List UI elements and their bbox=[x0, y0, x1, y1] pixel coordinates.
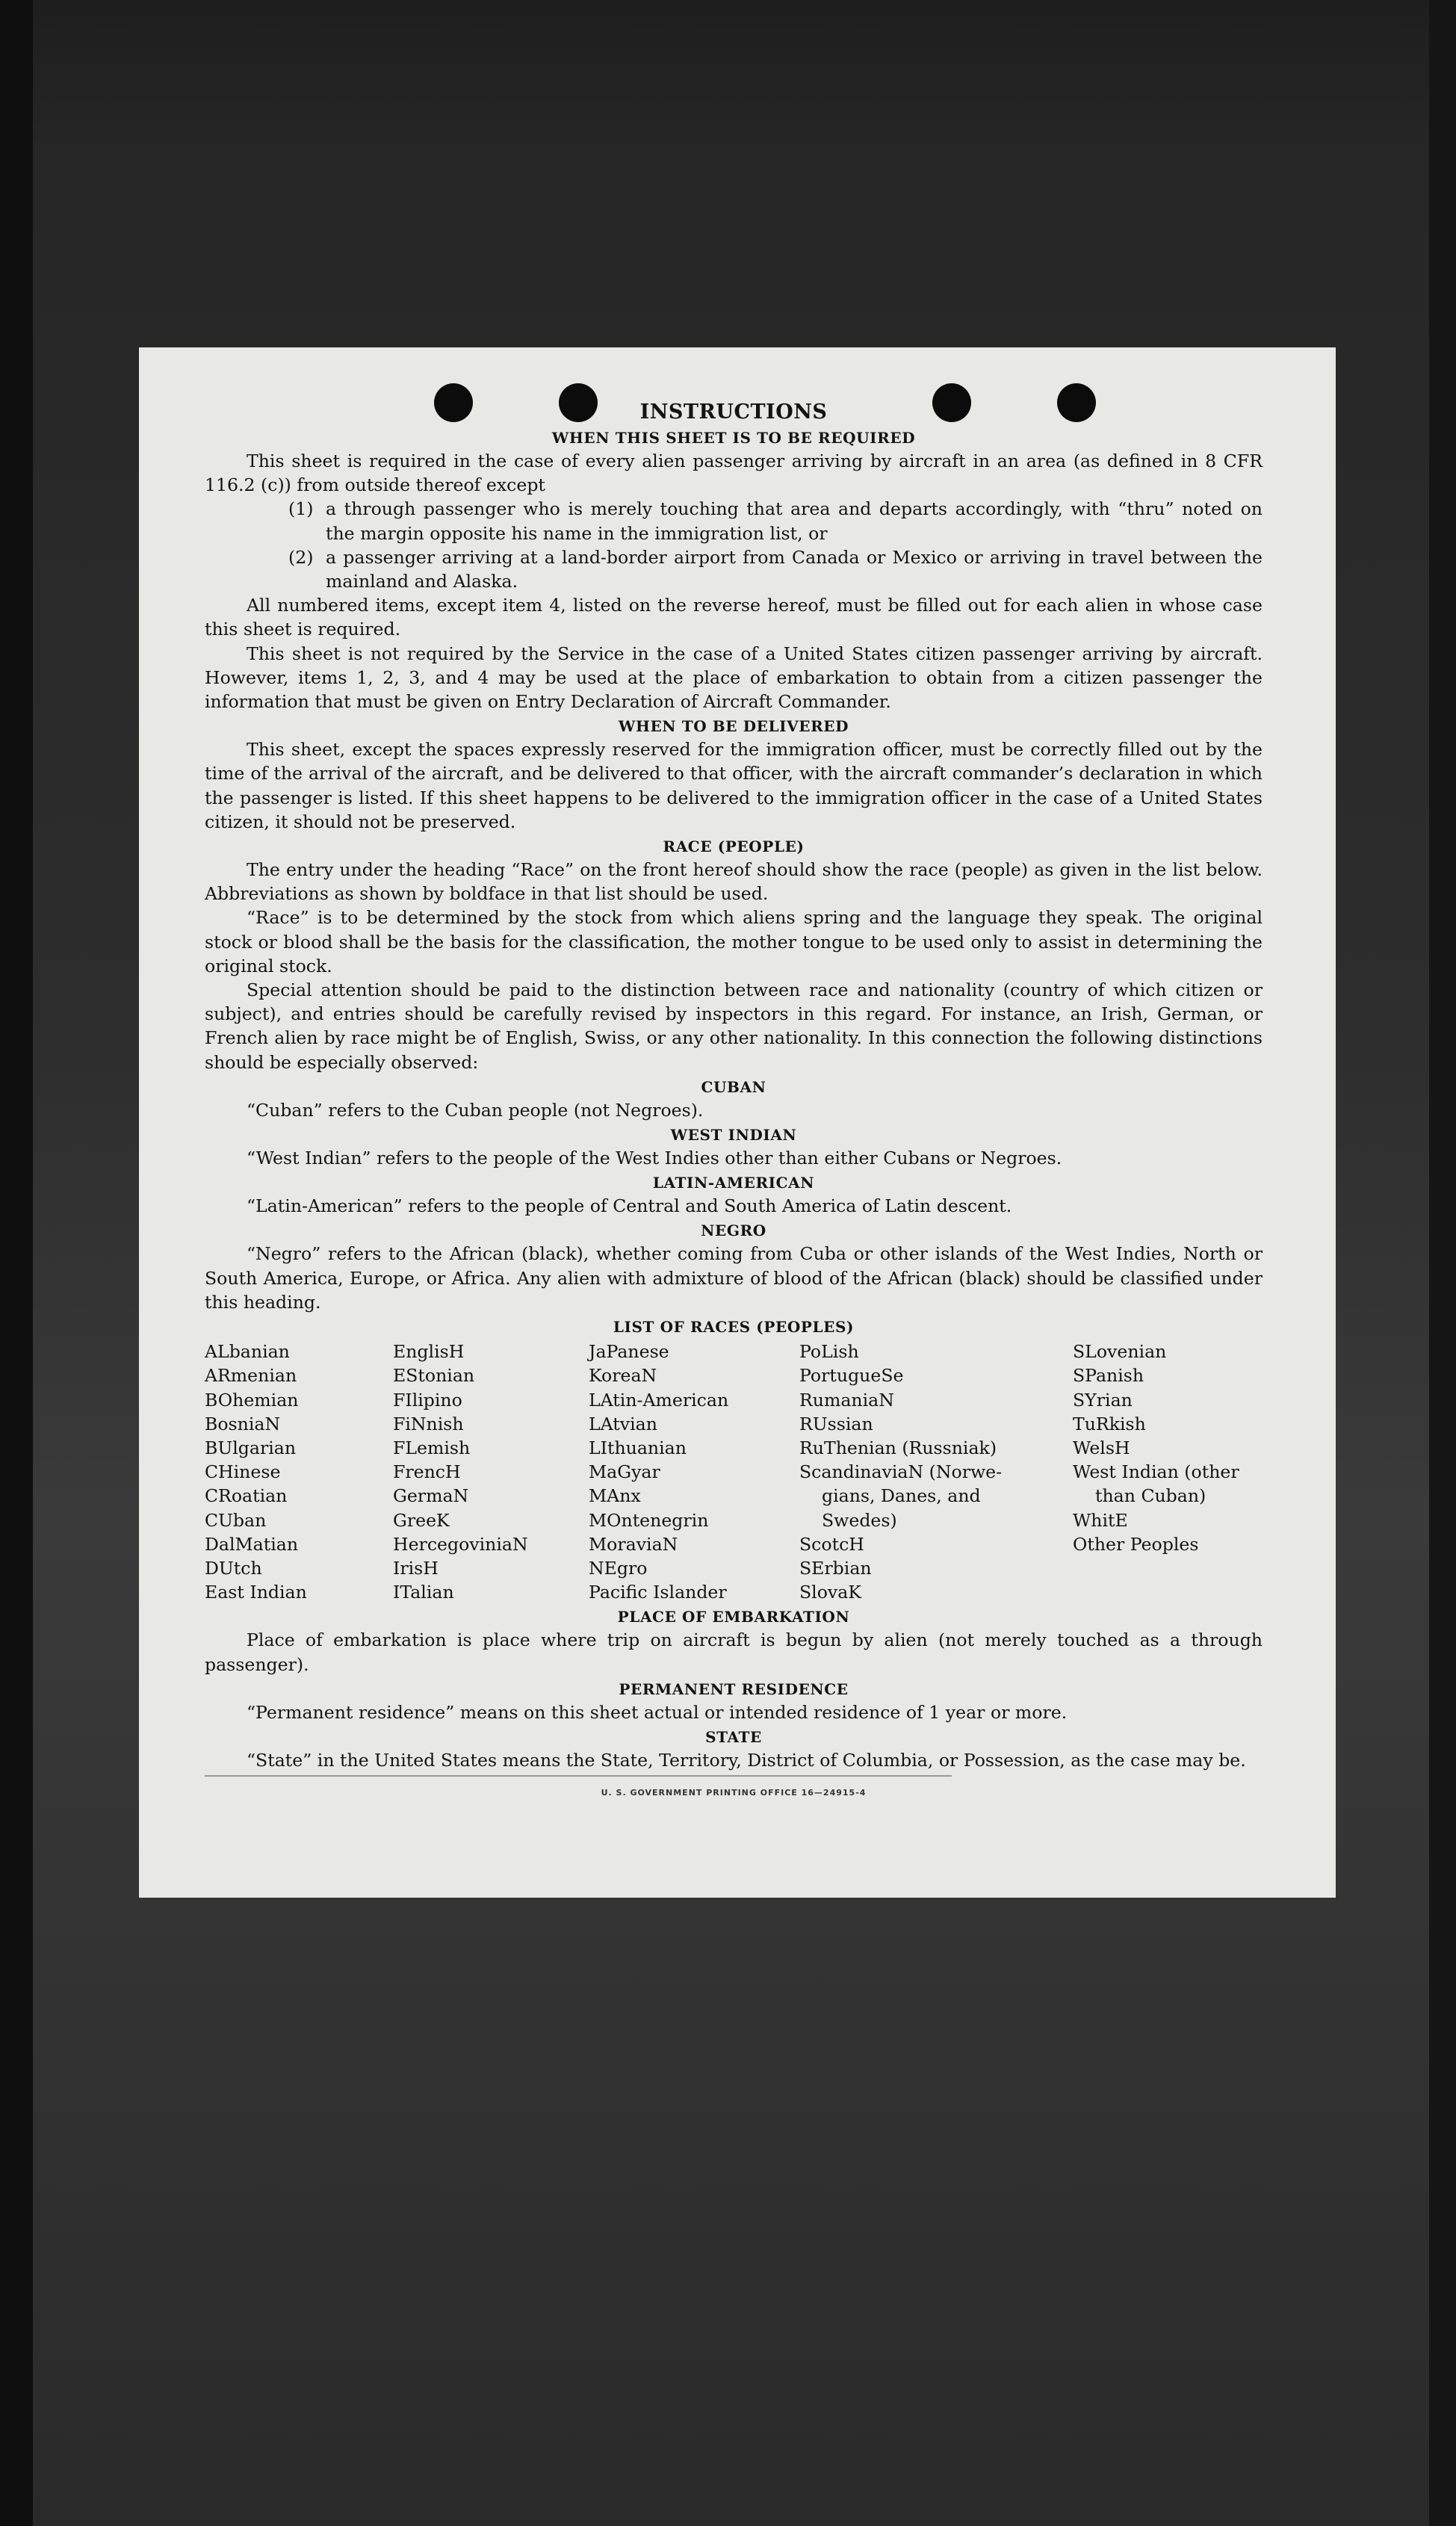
race-entry: ALbanian bbox=[205, 1341, 290, 1363]
state-text: “State” in the United States means the State, Territory, District of Columbia, or Possession, as the case may be. bbox=[247, 1749, 1246, 1771]
race-entry: SLovenian bbox=[1073, 1341, 1167, 1363]
race-entry: DalMatian bbox=[205, 1533, 299, 1555]
race-entry: than Cuban) bbox=[1095, 1485, 1206, 1507]
race-entry: MaGyar bbox=[589, 1461, 660, 1483]
heading-negro: NEGRO bbox=[701, 1222, 766, 1240]
exception-item-text: a through passenger who is merely touching that area and departs accordingly, with “thru” noted on the margin opposite his name in the immigration list, or bbox=[326, 498, 1263, 544]
heading-place-of-embarkation: PLACE OF EMBARKATION bbox=[617, 1608, 850, 1626]
heading-when-delivered: WHEN TO BE DELIVERED bbox=[618, 717, 849, 736]
when-required-intro: This sheet is required in the case of every alien passenger arriving by aircraft in an area (as defined in 8 CFR 116.2 (c)) from outside thereof except bbox=[205, 451, 1263, 496]
heading-state: STATE bbox=[705, 1727, 762, 1746]
race-entry: Pacific Islander bbox=[589, 1582, 727, 1603]
race-entry: WhitE bbox=[1073, 1509, 1128, 1531]
heading-cuban: CUBAN bbox=[701, 1077, 766, 1096]
race-list bbox=[205, 1340, 1263, 1604]
when-delivered-text: This sheet, except the spaces expressly reserved for the immigration officer, must be correctly filled out by the time of the arrival of the aircraft, and be delivered to that officer, with the aircraft commander’s declaration in which the passenger is listed. If this sheet happens to be delivered to the immigration officer in the case of a United States citizen, it should not be preserved. bbox=[205, 739, 1263, 832]
race-entry: SYrian bbox=[1073, 1389, 1133, 1411]
race-entry: LIthuanian bbox=[589, 1437, 687, 1458]
negro-text: “Negro” refers to the African (black), whether coming from Cuba or other islands of the West Indies, North or South America, Europe, or Africa. Any alien with admixture of blood of the African (black) should be classified under this heading. bbox=[205, 1243, 1263, 1313]
race-entry: FLemish bbox=[393, 1437, 471, 1458]
heading-permanent-residence: PERMANENT RESIDENCE bbox=[619, 1680, 849, 1698]
race-entry: PoLish bbox=[799, 1341, 859, 1363]
printing-office-imprint: U. S. GOVERNMENT PRINTING OFFICE 16—24915-4 bbox=[601, 1788, 867, 1798]
race-entry: RumaniaN bbox=[799, 1389, 894, 1411]
race-entry: PortugueSe bbox=[799, 1365, 904, 1387]
race-entry: CRoatian bbox=[205, 1485, 288, 1507]
race-paragraph: The entry under the heading “Race” on the front hereof should show the race (people) as given in the list below. Abbreviations as shown by boldface in that list should be used. bbox=[205, 859, 1263, 905]
race-entry: Swedes) bbox=[822, 1509, 897, 1531]
race-entry: FiNnish bbox=[393, 1413, 464, 1434]
race-entry: Other Peoples bbox=[1073, 1533, 1199, 1555]
race-entry: SlovaK bbox=[799, 1582, 861, 1603]
race-entry: JaPanese bbox=[589, 1341, 669, 1363]
film-edge-left bbox=[0, 0, 33, 2526]
latin-american-text: “Latin-American” refers to the people of Central and South America of Latin descent. bbox=[247, 1195, 1012, 1217]
heading-when-required: WHEN THIS SHEET IS TO BE REQUIRED bbox=[551, 429, 916, 447]
race-entry: BUlgarian bbox=[205, 1437, 297, 1458]
race-entry: CUban bbox=[205, 1509, 267, 1531]
race-entry: LAtvian bbox=[589, 1413, 657, 1434]
race-entry: SPanish bbox=[1073, 1365, 1144, 1387]
race-entry: DUtch bbox=[205, 1557, 262, 1579]
race-column bbox=[589, 1340, 799, 1604]
race-entry: ARmenian bbox=[205, 1365, 297, 1387]
race-entry: NEgro bbox=[589, 1557, 648, 1579]
exception-item-number: (2) bbox=[288, 546, 314, 568]
race-column bbox=[799, 1340, 1073, 1604]
heading-race: RACE (PEOPLE) bbox=[663, 838, 805, 856]
heading-west-indian: WEST INDIAN bbox=[670, 1126, 797, 1145]
race-entry: West Indian (other bbox=[1073, 1461, 1239, 1483]
race-entry: BosniaN bbox=[205, 1413, 281, 1434]
punch-hole bbox=[932, 383, 971, 422]
race-entry: SErbian bbox=[799, 1557, 872, 1579]
punch-hole bbox=[434, 383, 473, 422]
heading-list-of-races: LIST OF RACES (PEOPLES) bbox=[613, 1318, 855, 1337]
race-entry: BOhemian bbox=[205, 1389, 299, 1411]
race-entry: RUssian bbox=[799, 1413, 873, 1434]
when-required-citizen-note: This sheet is not required by the Service in the case of a United States citizen passenger arriving by aircraft. However, items 1, 2, 3, and 4 may be used at the place of embarkation to obtain from a citizen passenger the information that must be given on Entry Declaration of Aircraft Commander. bbox=[205, 643, 1263, 713]
race-entry: GreeK bbox=[393, 1509, 450, 1531]
race-entry: IrisH bbox=[393, 1557, 439, 1579]
race-entry: RuThenian (Russniak) bbox=[799, 1437, 997, 1458]
race-entry: ITalian bbox=[393, 1582, 454, 1603]
instruction-sheet bbox=[139, 347, 1336, 1898]
race-entry: MOntenegrin bbox=[589, 1509, 709, 1531]
footer-rule bbox=[205, 1775, 952, 1777]
race-entry: GermaN bbox=[393, 1485, 469, 1507]
film-edge-right bbox=[1429, 0, 1456, 2526]
race-entry: HercegoviniaN bbox=[393, 1533, 528, 1555]
race-entry: WelsH bbox=[1073, 1437, 1130, 1458]
when-required-numbered-items: All numbered items, except item 4, listed on the reverse hereof, must be filled out for each alien in whose case this sheet is required. bbox=[205, 595, 1263, 640]
race-entry: East Indian bbox=[205, 1582, 307, 1603]
exception-item-number: (1) bbox=[288, 498, 314, 520]
heading-latin-american: LATIN-AMERICAN bbox=[652, 1174, 815, 1192]
race-entry: KoreaN bbox=[589, 1365, 657, 1387]
race-entry: EnglisH bbox=[393, 1341, 465, 1363]
exception-item bbox=[288, 497, 1263, 545]
race-entry: EStonian bbox=[393, 1365, 475, 1387]
punch-hole bbox=[1057, 383, 1096, 422]
race-entry: FrencH bbox=[393, 1461, 461, 1483]
race-entry: ScotcH bbox=[799, 1533, 864, 1555]
race-entry: TuRkish bbox=[1073, 1413, 1146, 1434]
residence-text: “Permanent residence” means on this sheet actual or intended residence of 1 year or more. bbox=[247, 1701, 1068, 1723]
cuban-text: “Cuban” refers to the Cuban people (not Negroes). bbox=[247, 1099, 704, 1121]
race-entry: MoraviaN bbox=[589, 1533, 678, 1555]
page-title: INSTRUCTIONS bbox=[639, 400, 828, 424]
punch-hole bbox=[559, 383, 598, 422]
west-indian-text: “West Indian” refers to the people of the West Indies other than either Cubans or Negroes. bbox=[247, 1148, 1062, 1169]
race-entry: LAtin-American bbox=[589, 1389, 729, 1411]
exception-item-text: a passenger arriving at a land-border airport from Canada or Mexico or arriving in travel between the mainland and Alaska. bbox=[326, 546, 1263, 592]
race-entry: MAnx bbox=[589, 1485, 641, 1507]
race-entry: CHinese bbox=[205, 1461, 281, 1483]
race-column bbox=[393, 1340, 589, 1604]
race-entry: gians, Danes, and bbox=[822, 1485, 981, 1507]
race-entry: ScandinaviaN (Norwe- bbox=[799, 1461, 1003, 1483]
race-column bbox=[1073, 1340, 1260, 1604]
race-paragraph: “Race” is to be determined by the stock from which aliens spring and the language they speak. The original stock or blood shall be the basis for the classification, the mother tongue to be used only to assist in determining the original stock. bbox=[205, 907, 1263, 976]
race-entry: FIlipino bbox=[393, 1389, 462, 1411]
race-paragraph: Special attention should be paid to the distinction between race and nationality (country of which citizen or subject), and entries should be carefully revised by inspectors in this regard. For instance, an Irish, German, or French alien by race might be of English, Swiss, or any other nationality. In this connection the following distinctions should be especially observed: bbox=[205, 979, 1263, 1073]
exception-item bbox=[288, 545, 1263, 593]
embarkation-text: Place of embarkation is place where trip on aircraft is begun by alien (not merely touched as a through passenger). bbox=[205, 1629, 1263, 1675]
race-column bbox=[205, 1340, 393, 1604]
